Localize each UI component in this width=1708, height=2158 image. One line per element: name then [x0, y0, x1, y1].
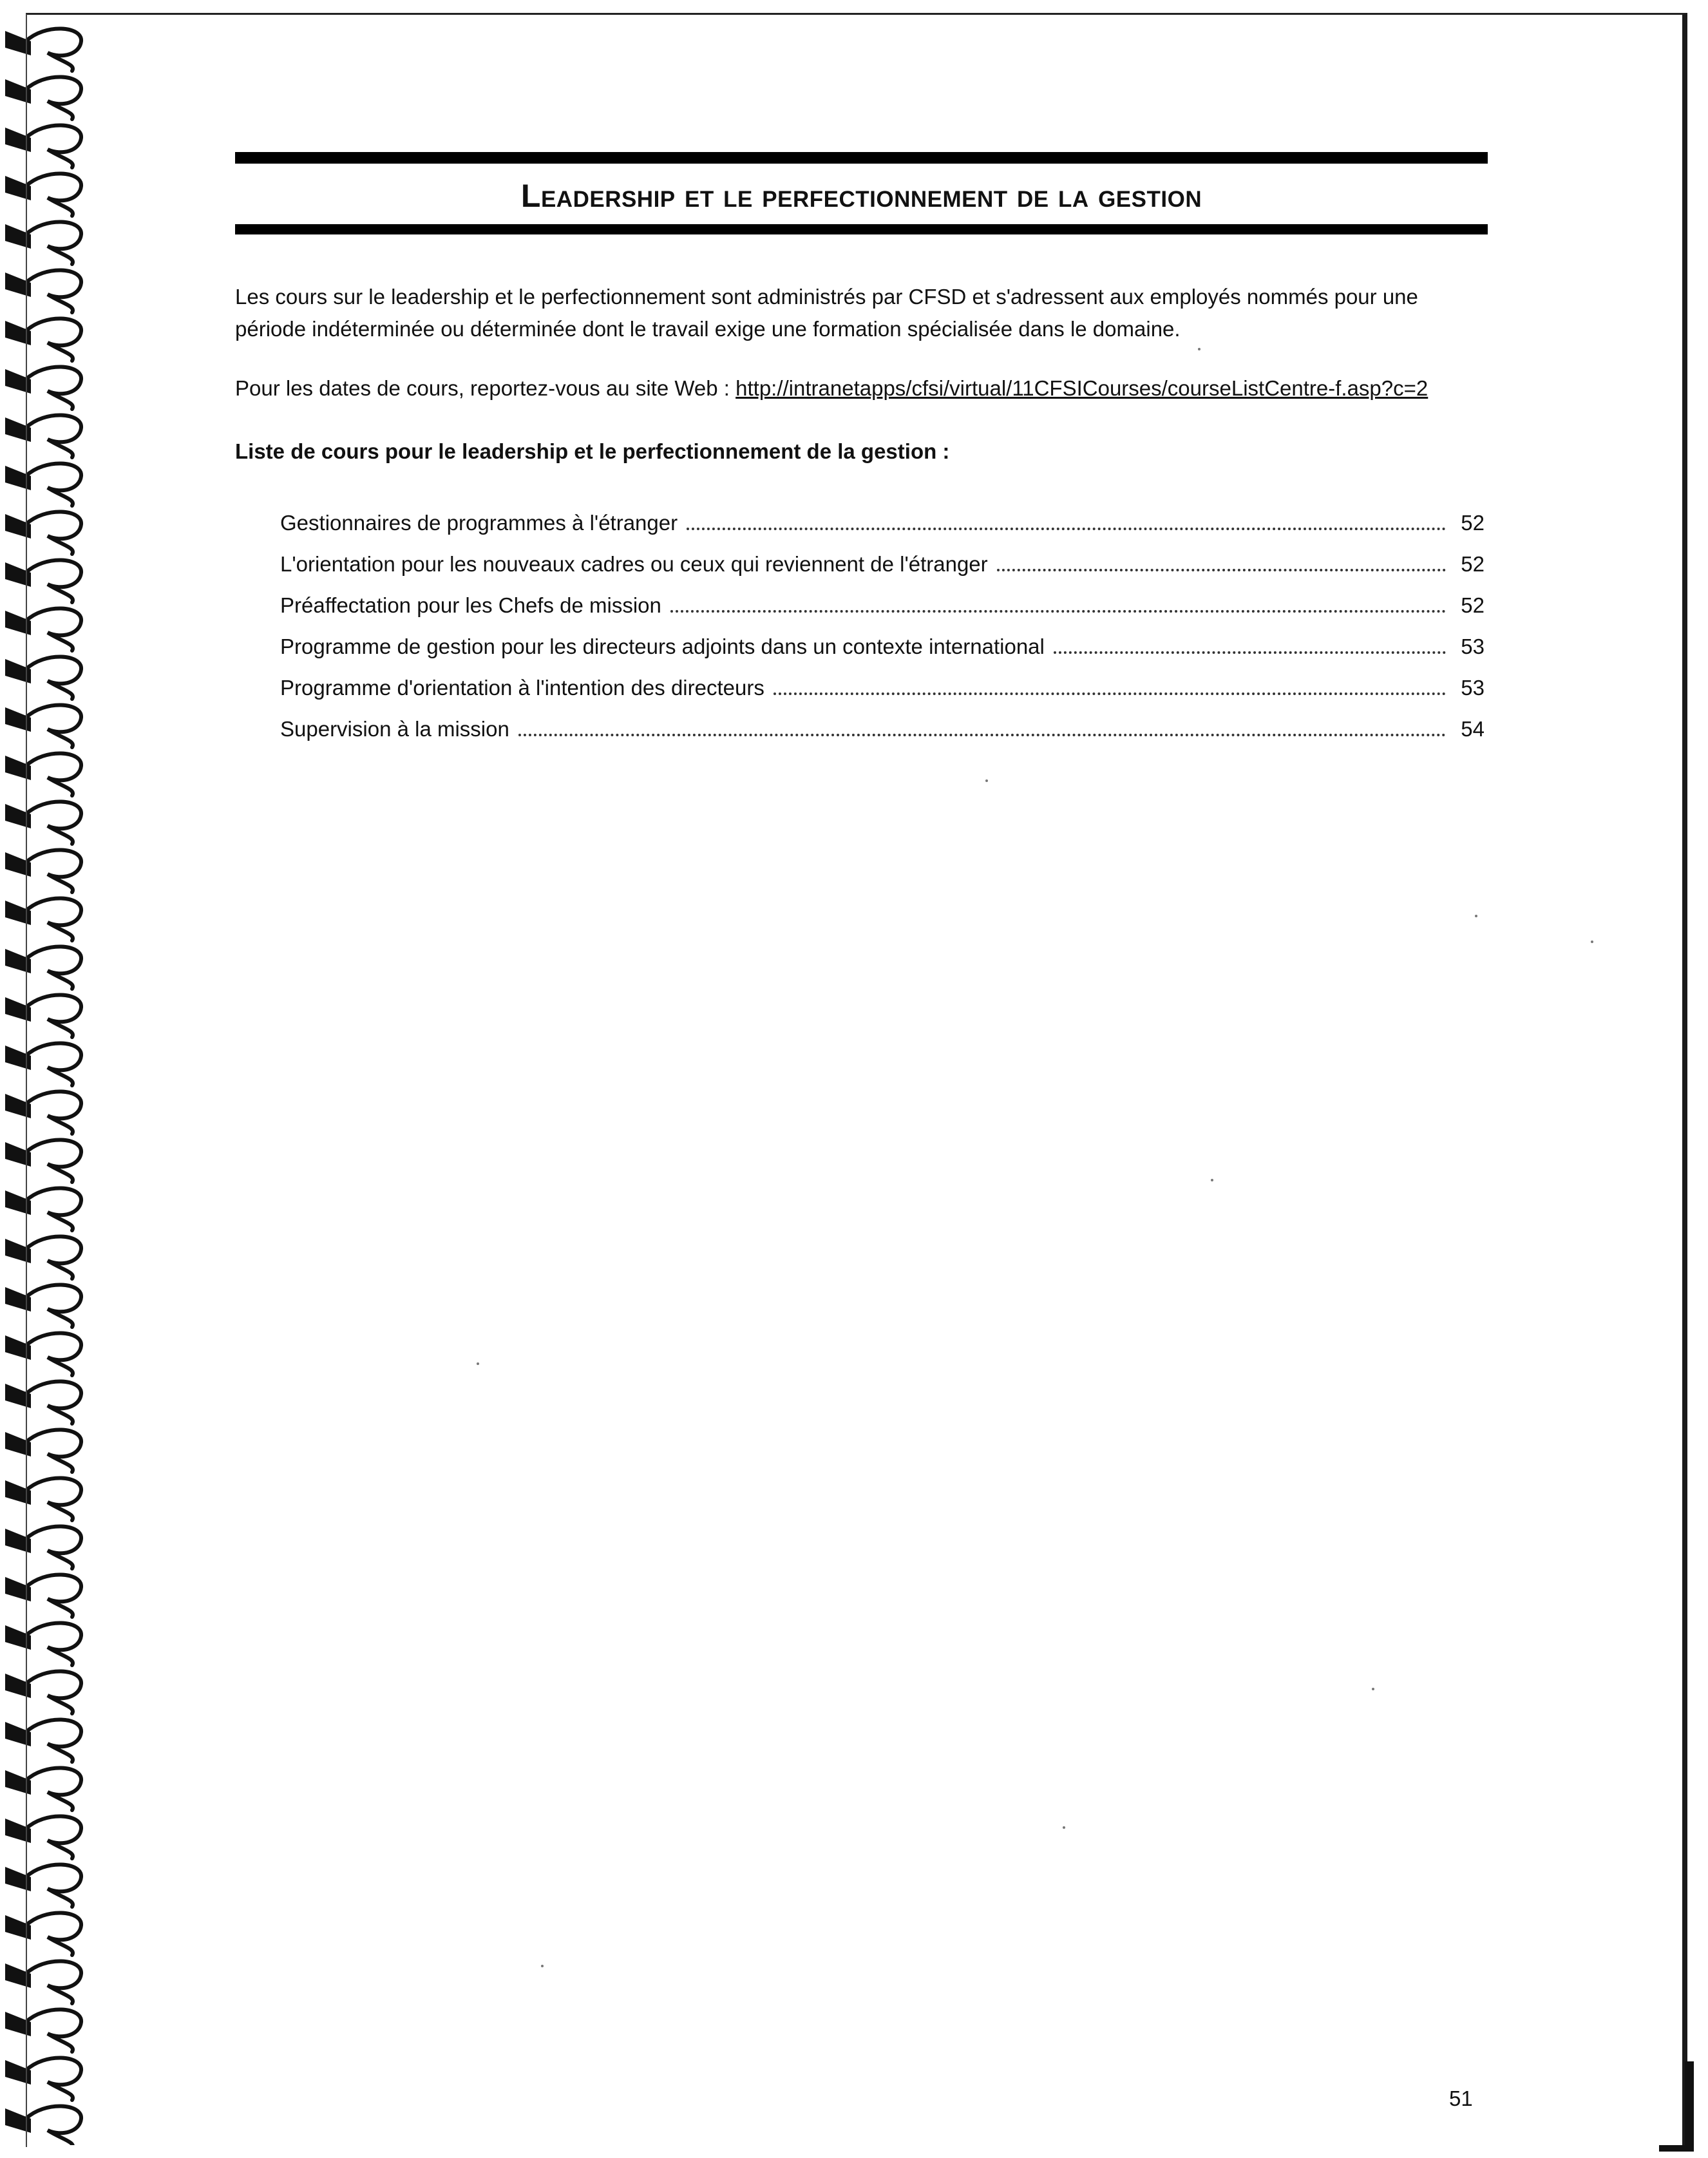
scan-speck — [1211, 1179, 1213, 1181]
toc-leader — [997, 569, 1446, 571]
toc-page-number: 52 — [1461, 552, 1485, 576]
page-corner — [1659, 2061, 1694, 2152]
toc-label: Préaffectation pour les Chefs de mission — [280, 593, 661, 617]
toc-page-number: 52 — [1461, 511, 1485, 535]
toc-row[interactable] — [280, 502, 1485, 544]
toc-label: L'orientation pour les nouveaux cadres ou ceux qui reviennent de l'étranger — [280, 552, 988, 576]
header-rule-top — [235, 152, 1488, 164]
scan-speck — [1063, 1826, 1065, 1829]
toc-page-number: 53 — [1461, 676, 1485, 700]
scan-speck — [1198, 348, 1200, 350]
toc-label: Gestionnaires de programmes à l'étranger — [280, 511, 678, 535]
toc-row[interactable] — [280, 585, 1485, 626]
toc-page-number: 53 — [1461, 635, 1485, 658]
course-list — [280, 502, 1485, 750]
toc-leader — [518, 734, 1446, 736]
toc-row[interactable] — [280, 544, 1485, 585]
toc-row[interactable] — [280, 667, 1485, 709]
intro-paragraph: Les cours sur le leadership et le perfectionnement sont administrés par CFSD et s'adressent aux employés nommés pour une période indéterminée ou déterminée dont le travail exige une formation spécialisée dans le domaine. — [235, 285, 1418, 341]
scan-speck — [541, 1965, 544, 1967]
course-dates-link[interactable]: http://intranetapps/cfsi/virtual/11CFSICourses/courseListCentre-f.asp?c=2 — [735, 376, 1428, 400]
scan-speck — [985, 779, 988, 782]
scan-speck — [477, 1362, 479, 1365]
toc-label: Programme de gestion pour les directeurs adjoints dans un contexte international — [280, 635, 1045, 658]
course-list-heading: Liste de cours pour le leadership et le perfectionnement de la gestion : — [235, 439, 950, 463]
course-dates-prefix: Pour les dates de cours, reportez-vous au site Web : — [235, 376, 736, 400]
toc-page-number: 52 — [1461, 593, 1485, 617]
toc-row[interactable] — [280, 709, 1485, 750]
page-number: 51 — [1449, 2086, 1473, 2110]
toc-leader — [773, 692, 1446, 695]
toc-leader — [1054, 651, 1446, 654]
toc-leader — [670, 610, 1446, 613]
course-dates-line — [235, 372, 1488, 405]
header-rule-bottom — [235, 224, 1488, 234]
scan-speck — [1591, 941, 1593, 943]
page-title: Leadership et le perfectionnement de la gestion — [520, 178, 1202, 214]
toc-page-number: 54 — [1461, 717, 1485, 741]
toc-leader — [687, 528, 1446, 530]
toc-row[interactable] — [280, 626, 1485, 667]
scan-speck — [1475, 915, 1477, 917]
toc-label: Programme d'orientation à l'intention des directeurs — [280, 676, 764, 700]
toc-label: Supervision à la mission — [280, 717, 509, 741]
scan-speck — [1372, 1688, 1374, 1690]
